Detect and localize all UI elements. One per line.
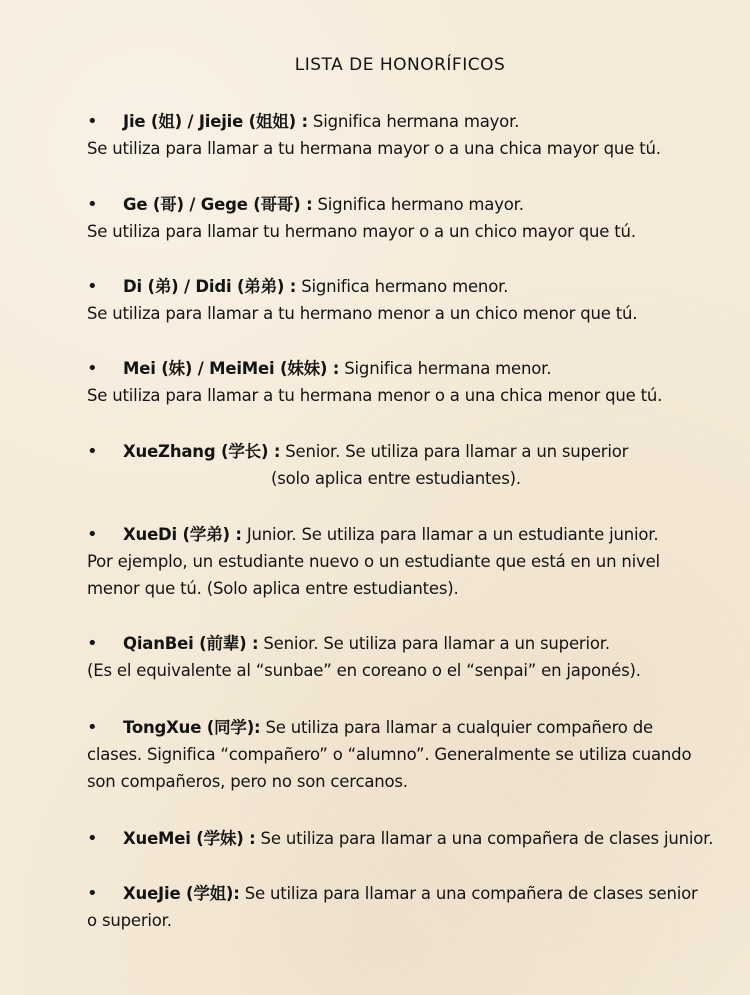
term-definition: Se utiliza para llamar a una compañera de clases senior	[239, 884, 698, 903]
page-title: LISTA DE HONORÍFICOS	[294, 55, 506, 75]
term-definition: Senior. Se utiliza para llamar a un superior	[280, 442, 629, 461]
honorific-entry-di	[87, 273, 717, 327]
honorific-entry-xuejie	[87, 880, 717, 934]
entry-text-line: son compañeros, pero no son cercanos.	[87, 772, 408, 791]
term-label: Jie (姐) / Jiejie (姐姐) :	[123, 112, 308, 131]
honorific-entry-ge	[87, 191, 717, 245]
bullet-icon: •	[87, 111, 98, 132]
entry-text-line: (solo aplica entre estudiantes).	[271, 469, 521, 488]
entry-text-line: o superior.	[87, 911, 172, 930]
honorific-entry-xuezhang	[87, 438, 717, 492]
bullet-icon: •	[87, 633, 98, 654]
honorific-entry-mei	[87, 355, 717, 409]
entry-text-line: Se utiliza para llamar a tu hermana mayor o a una chica mayor que tú.	[87, 139, 661, 158]
term-label: Di (弟) / Didi (弟弟) :	[123, 277, 297, 296]
term-definition: Se utiliza para llamar a cualquier compañero de	[260, 718, 653, 737]
term-label: XueDi (学弟) :	[123, 525, 242, 544]
term-definition: Significa hermana mayor.	[307, 112, 520, 131]
term-label: Mei (妹) / MeiMei (妹妹) :	[123, 359, 340, 378]
entry-text-line: clases. Significa “compañero” o “alumno”. Generalmente se utiliza cuando	[87, 745, 692, 764]
term-definition: Significa hermano mayor.	[312, 195, 524, 214]
term-label: XueJie (学姐):	[123, 884, 240, 903]
term-definition: Junior. Se utiliza para llamar a un estudiante junior.	[241, 525, 659, 544]
honorific-entry-xuedi	[87, 521, 717, 602]
entry-text-line: menor que tú. (Solo aplica entre estudiantes).	[87, 579, 459, 598]
bullet-icon: •	[87, 358, 98, 379]
entry-text-line: Se utiliza para llamar a tu hermano menor a un chico menor que tú.	[87, 304, 638, 323]
bullet-icon: •	[87, 717, 98, 738]
bullet-icon: •	[87, 194, 98, 215]
term-label: Ge (哥) / Gege (哥哥) :	[123, 195, 313, 214]
entry-text-line: Se utiliza para llamar tu hermano mayor o a un chico mayor que tú.	[87, 222, 636, 241]
honorific-entry-tongxue	[87, 714, 717, 795]
bullet-icon: •	[87, 524, 98, 545]
honorific-entry-xuemei	[87, 825, 717, 852]
bullet-icon: •	[87, 441, 98, 462]
term-label: TongXue (同学):	[123, 718, 261, 737]
term-label: XueMei (学妹) :	[123, 829, 256, 848]
entry-text-line: Se utiliza para llamar a tu hermana menor o a una chica menor que tú.	[87, 386, 663, 405]
bullet-icon: •	[87, 883, 98, 904]
term-definition: Significa hermano menor.	[296, 277, 509, 296]
term-definition: Significa hermana menor.	[339, 359, 552, 378]
term-definition: Se utiliza para llamar a una compañera de clases junior.	[255, 829, 714, 848]
entry-text-line: Por ejemplo, un estudiante nuevo o un estudiante que está en un nivel	[87, 552, 660, 571]
bullet-icon: •	[87, 276, 98, 297]
bullet-icon: •	[87, 828, 98, 849]
honorific-entry-jie	[87, 108, 717, 162]
entry-text-line: (Es el equivalente al “sunbae” en coreano o el “senpai” en japonés).	[87, 661, 641, 680]
term-label: QianBei (前辈) :	[123, 634, 259, 653]
term-definition: Senior. Se utiliza para llamar a un superior.	[258, 634, 610, 653]
term-label: XueZhang (学长) :	[123, 442, 281, 461]
honorific-entry-qianbei	[87, 630, 717, 684]
